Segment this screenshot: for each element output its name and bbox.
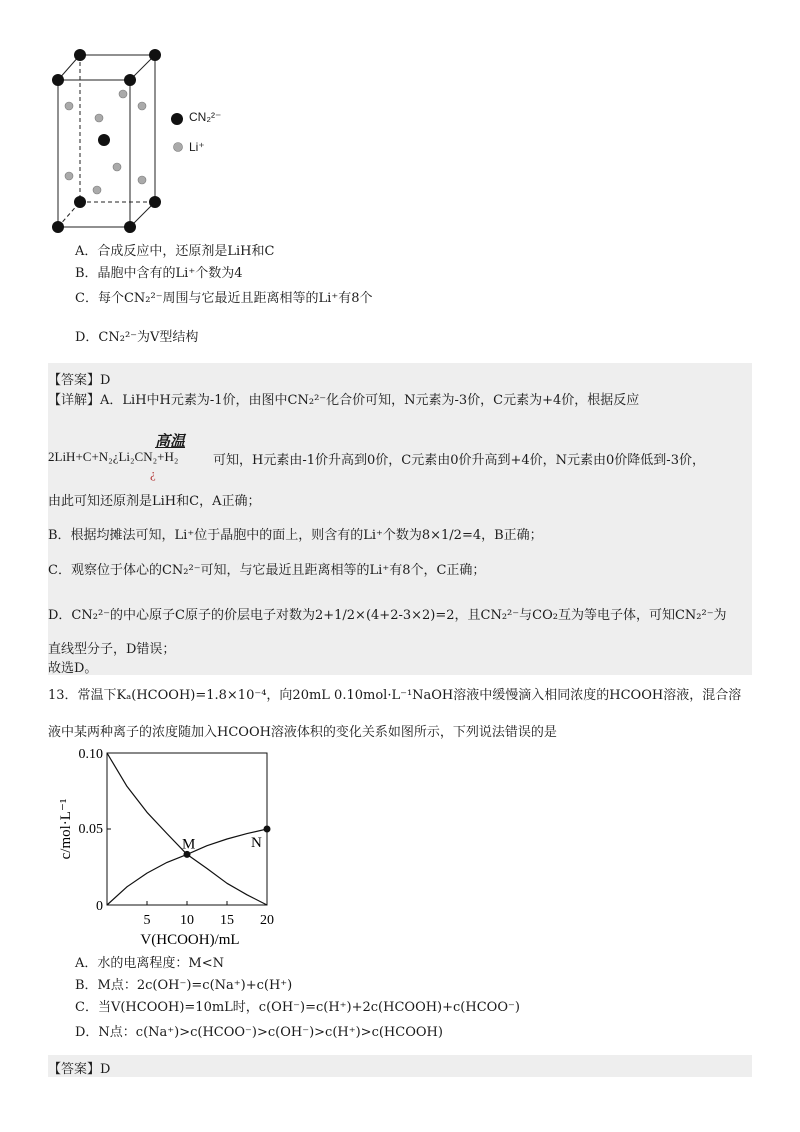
li-ion	[65, 102, 73, 110]
explain-12-d1: D．CN₂²⁻的中心原子C原子的价层电子对数为2+1/2×(4+2-3×2)=2，且CN₂²⁻与CO₂互为等电子体，可知CN₂²⁻为	[48, 608, 727, 623]
reaction-mark: ¿	[150, 466, 156, 481]
legend-cn2-marker	[170, 112, 184, 126]
explain-12-b: B．根据均摊法可知，Li⁺位于晶胞中的面上，则含有的Li⁺个数为8×1/2=4，B正确；	[48, 528, 543, 543]
y-axis-label: c/mol·L⁻¹	[58, 798, 74, 860]
li-ion	[119, 90, 127, 98]
q12-option-b: B．晶胞中含有的Li⁺个数为4	[75, 266, 243, 281]
q12-option-c: C．每个CN₂²⁻周围与它最近且距离相等的Li⁺有8个	[75, 291, 373, 306]
x-tick-label: 20	[260, 913, 274, 928]
legend-li-marker	[172, 141, 184, 153]
y-tick-label: 0.05	[78, 822, 103, 837]
cn2-ion-corner	[52, 74, 64, 86]
cn2-ion-corner	[149, 196, 161, 208]
y-tick-label: 0	[96, 899, 103, 914]
q13-option-d: D．N点：c(Na⁺)>c(HCOO⁻)>c(OH⁻)>c(H⁺)>c(HCOOH)	[75, 1025, 443, 1040]
q13-option-c: C．当V(HCOOH)=10mL时，c(OH⁻)=c(H⁺)+2c(HCOOH)+c(HCOO⁻)	[75, 1000, 520, 1015]
li-ion	[138, 176, 146, 184]
q12-option-a: A．合成反应中，还原剂是LiH和C	[75, 244, 275, 259]
q13-option-a: A．水的电离程度：M<N	[75, 956, 224, 971]
cn2-ion-corner	[124, 221, 136, 233]
li-ion	[93, 186, 101, 194]
plot-frame	[107, 753, 267, 905]
cn2-ion-corner	[52, 221, 64, 233]
answer-12: 【答案】D	[48, 373, 111, 388]
y-tick-label: 0.10	[78, 747, 103, 762]
answer-13-block	[48, 1055, 752, 1077]
cn2-ion-corner	[124, 74, 136, 86]
point-label-N: N	[251, 835, 262, 851]
x-tick-label: 5	[143, 913, 151, 928]
cn2-ion-corner	[74, 49, 86, 61]
explain-12-conclusion: 故选D。	[48, 661, 98, 676]
explain-label: 【详解】	[48, 393, 101, 408]
reaction-equation: 2LiH+C+N₂¿Li₂CN₂+H₂	[48, 449, 179, 464]
q13-stem-line2: 液中某两种离子的浓度随加入HCOOH溶液体积的变化关系如图所示，下列说法错误的是	[48, 725, 557, 740]
reaction-condition: 高温	[155, 432, 186, 450]
li-ion	[113, 163, 121, 171]
crystal-cell-diagram	[40, 40, 175, 240]
q13-stem-line1: 13．常温下Kₐ(HCOOH)=1.8×10⁻⁴，向20mL 0.10mol·L⁻¹NaOH溶液中缓慢滴入相同浓度的HCOOH溶液，混合溶	[48, 688, 742, 703]
li-ion	[138, 102, 146, 110]
explain-12-c: C．观察位于体心的CN₂²⁻可知，与它最近且距离相等的Li⁺有8个，C正确；	[48, 563, 486, 578]
li-ion	[65, 172, 73, 180]
q12-option-d: D．CN₂²⁻为V型结构	[75, 330, 199, 345]
explain-12-line3: 由此可知还原剂是LiH和C，A正确；	[48, 494, 261, 509]
legend-li-label: Li⁺	[189, 140, 205, 154]
concentration-chart	[50, 745, 290, 950]
li-ion	[95, 114, 103, 122]
cn2-ion-corner	[149, 49, 161, 61]
legend-cn2-label: CN₂²⁻	[189, 110, 222, 124]
explain-a-text: A．LiH中H元素为-1价，由图中CN₂²⁻化合价可知，N元素为-3价，C元素为+4价，根据反应	[100, 393, 640, 408]
x-tick-label: 10	[180, 913, 194, 928]
point-label-M: M	[182, 836, 196, 853]
answer-13: 【答案】D	[48, 1062, 111, 1077]
explain-12-d2: 直线型分子，D错误；	[48, 642, 176, 657]
explanation-block	[48, 363, 752, 675]
cn2-ion-center	[98, 134, 110, 146]
explain-12-line1	[48, 389, 639, 408]
explain-12-line2: 可知，H元素由-1价升高到0价，C元素由0价升高到+4价，N元素由0价降低到-3价，	[213, 453, 705, 468]
cn2-ion-corner	[74, 196, 86, 208]
x-tick-label: 15	[220, 913, 234, 928]
x-axis-label: V(HCOOH)/mL	[140, 932, 240, 948]
series-line-1	[107, 753, 267, 905]
point-N	[264, 826, 271, 833]
q13-option-b: B．M点：2c(OH⁻)=c(Na⁺)+c(H⁺)	[75, 978, 293, 993]
